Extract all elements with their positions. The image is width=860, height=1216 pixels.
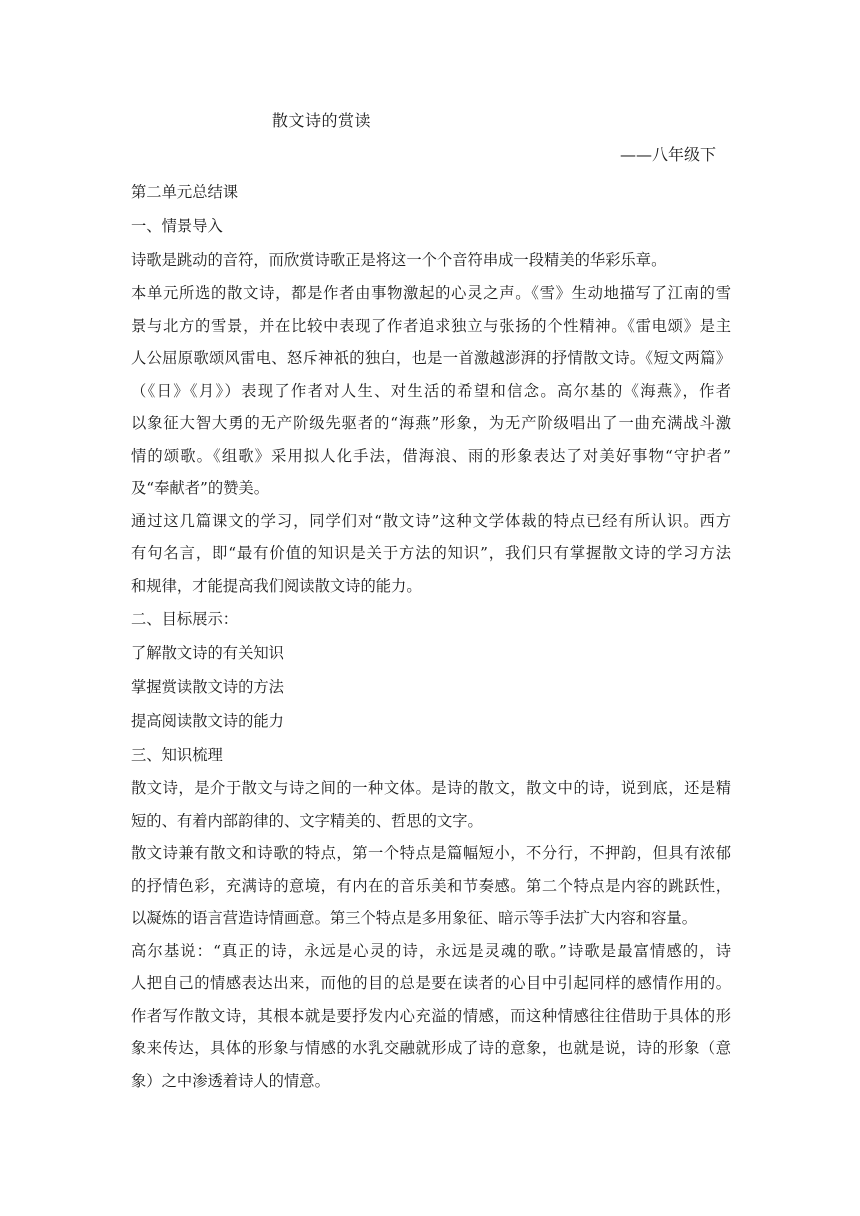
document-body [131, 175, 731, 1097]
paragraph-line: 有句名言，即“最有价值的知识是关于方法的知识”，我们只有掌握散文诗的学习方法 [131, 544, 731, 562]
paragraph-line: 散文诗，是介于散文与诗之间的一种文体。是诗的散文，散文中的诗，说到底，还是精 [131, 779, 731, 797]
paragraph-line: 作者写作散文诗，其根本就是要抒发内心充溢的情感，而这种情感往往借助于具体的形 [131, 1006, 731, 1025]
section-heading-goals: 二、目标展示： [131, 610, 239, 628]
paragraph-line: 以凝炼的语言营造诗情画意。第三个特点是多用象征、暗示等手法扩大内容和容量。 [131, 909, 697, 927]
paragraph-line: 人把自己的情感表达出来，而他的目的总是要在读者的心目中引起同样的感情作用的。 [131, 974, 731, 992]
paragraph-line: 和规律，才能提高我们阅读散文诗的能力。 [131, 576, 422, 595]
paragraph-line: 景与北方的雪景，并在比较中表现了作者追求独立与张扬的个性精神。《雷电颂》是主 [131, 316, 731, 335]
paragraph-line: 人公屈原歌颂风雷电、怒斥神祇的独白，也是一首激越澎湃的抒情散文诗。《短文两篇》 [131, 349, 731, 367]
section-heading-intro: 一、情景导入 [131, 217, 223, 235]
paragraph-line: 高尔基说：“真正的诗，永远是心灵的诗，永远是灵魂的歌。”诗歌是最富情感的，诗 [131, 941, 731, 960]
document-title: 散文诗的赏读 [272, 111, 372, 130]
intro-paragraph-1: 诗歌是跳动的音符，而欣赏诗歌正是将这一个个音符串成一段精美的华彩乐章。 [131, 251, 667, 269]
paragraph-line: 散文诗兼有散文和诗歌的特点，第一个特点是篇幅短小，不分行，不押韵，但具有浓郁 [131, 844, 731, 862]
paragraph-line: （《日》《月》）表现了作者对人生、对生活的希望和信念。高尔基的《海燕》，作者 [131, 381, 731, 400]
paragraph-line: 本单元所选的散文诗，都是作者由事物激起的心灵之声。《雪》生动地描写了江南的雪 [131, 284, 731, 302]
paragraph-line: 以象征大智大勇的无产阶级先驱者的“海燕”形象，为无产阶级唱出了一曲充满战斗激 [131, 414, 731, 432]
intro-paragraph-3 [131, 505, 731, 603]
knowledge-paragraph-3 [131, 935, 731, 1098]
paragraph-line: 通过这几篇课文的学习，同学们对“散文诗”这种文学体裁的特点已经有所认识。西方 [131, 511, 731, 530]
paragraph-line: 象来传达，具体的形象与情感的水乳交融就形成了诗的意象，也就是说，诗的形象（意 [131, 1039, 731, 1057]
goal-item: 提高阅读散文诗的能力 [131, 712, 284, 730]
paragraph-line: 情的颂歌。《组歌》采用拟人化手法，借海浪、雨的形象表达了对美好事物“守护者” [131, 446, 731, 465]
paragraph-line: 短的、有着内部韵律的、文字精美的、哲思的文字。 [131, 811, 483, 830]
document-subtitle: ——八年级下 [619, 145, 716, 164]
knowledge-paragraph-1 [131, 772, 731, 837]
section-heading-knowledge: 三、知识梳理 [131, 746, 223, 764]
paragraph-line: 象）之中渗透着诗人的情意。 [131, 1071, 330, 1090]
goal-item: 掌握赏读散文诗的方法 [131, 678, 284, 696]
goal-item: 了解散文诗的有关知识 [131, 644, 284, 662]
knowledge-paragraph-2 [131, 837, 731, 935]
paragraph-line: 的抒情色彩，充满诗的意境，有内在的音乐美和节奏感。第二个特点是内容的跳跃性， [131, 876, 731, 895]
intro-paragraph-2 [131, 277, 731, 505]
unit-label: 第二单元总结课 [131, 183, 239, 201]
paragraph-line: 及“奉献者”的赞美。 [131, 479, 270, 497]
